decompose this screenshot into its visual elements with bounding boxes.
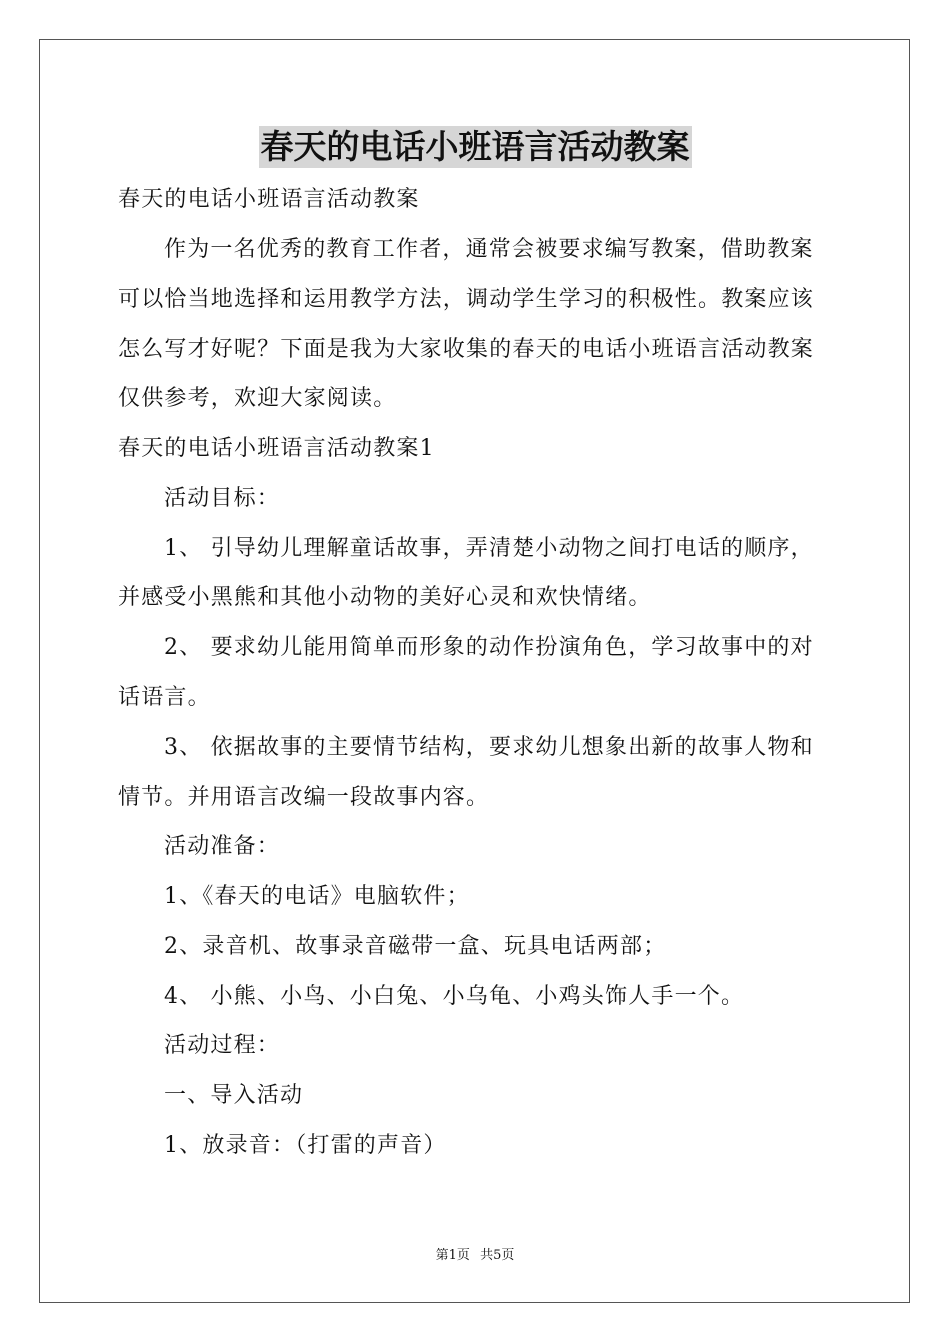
paragraph-line: 4、 小熊、小鸟、小白兔、小乌龟、小鸡头饰人手一个。 (164, 984, 745, 1009)
paragraph-line: 活动目标： (164, 486, 281, 511)
page-border (39, 39, 910, 1303)
page-total: 共5页 (480, 1248, 515, 1263)
paragraph-line: 仅供参考，欢迎大家阅读。 (118, 386, 397, 411)
section-heading: 春天的电话小班语言活动教案1 (118, 436, 435, 461)
paragraph-line: 1、 引导幼儿理解童话故事，弄清楚小动物之间打电话的顺序， (164, 536, 814, 561)
paragraph-line: 作为一名优秀的教育工作者，通常会被要求编写教案，借助教案 (164, 237, 814, 262)
paragraph-line: 活动过程： (164, 1033, 281, 1058)
paragraph-line: 并感受小黑熊和其他小动物的美好心灵和欢快情绪。 (118, 585, 652, 610)
subtitle-line: 春天的电话小班语言活动教案 (118, 187, 420, 212)
page-footer (0, 1248, 950, 1264)
document-title: 春天的电话小班语言活动教案 (260, 127, 690, 166)
paragraph-line: 可以恰当地选择和运用教学方法，调动学生学习的积极性。教案应该 (118, 287, 815, 312)
paragraph-line: 2、 要求幼儿能用简单而形象的动作扮演角色，学习故事中的对 (164, 635, 814, 660)
paragraph-line: 话语言。 (118, 685, 211, 710)
paragraph-line: 1、放录音：（打雷的声音） (164, 1133, 447, 1158)
paragraph-line: 2、录音机、故事录音磁带一盒、玩具电话两部； (164, 934, 667, 959)
page-number: 第1页 (435, 1248, 470, 1263)
paragraph-line: 怎么写才好呢？下面是我为大家收集的春天的电话小班语言活动教案 (118, 337, 815, 362)
paragraph-line: 情节。并用语言改编一段故事内容。 (118, 785, 490, 810)
title-wrap (0, 126, 950, 168)
paragraph-line: 1、《春天的电话》电脑软件； (164, 884, 470, 909)
paragraph-line: 3、 依据故事的主要情节结构，要求幼儿想象出新的故事人物和 (164, 735, 814, 760)
paragraph-line: 一、导入活动 (164, 1083, 304, 1108)
paragraph-line: 活动准备： (164, 834, 281, 859)
